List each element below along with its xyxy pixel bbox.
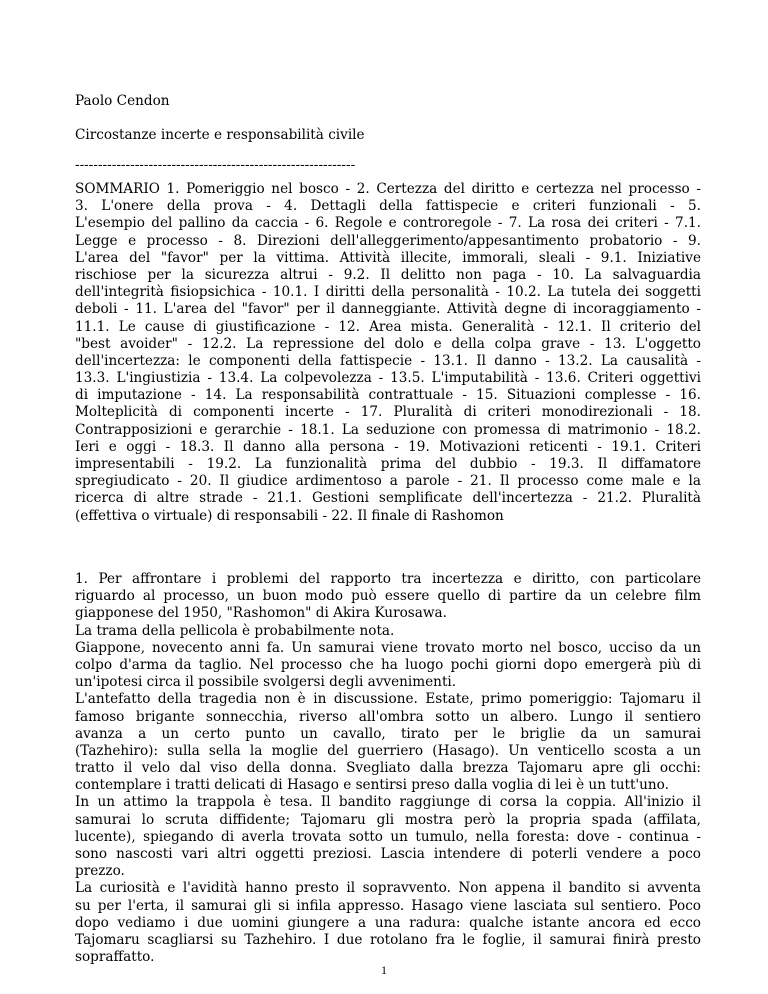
- body-line: samurai lo scruta diffidente; Tajomaru gli mostra però la propria spada (affilata,: [75, 811, 701, 828]
- body-line: colpo d'arma da taglio. Nel processo che ha luogo pochi giorni dopo emergerà più di: [75, 656, 701, 673]
- summary-line: (effettiva o virtuale) di responsabili - 22. Il finale di Rashomon: [75, 507, 504, 524]
- summary-line: 11.1. Le cause di giustificazione - 12. Area mista. Generalità - 12.1. Il criterio del: [75, 318, 701, 335]
- body-line: Tajomaru scagliarsi su Tazhehiro. I due rotolano fra le foglie, il samurai finirà presto: [75, 931, 701, 948]
- author-name: Paolo Cendon: [75, 93, 170, 109]
- summary-line: dell'integrità fisiopsichica - 10.1. I diritti della personalità - 10.2. La tutela dei soggetti: [75, 284, 701, 301]
- summary-line: impresentabili - 19.2. La funzionalità prima del dubbio - 19.3. Il diffamatore: [75, 456, 701, 472]
- body-line: La curiosità e l'avidità hanno presto il sopravvento. Non appena il bandito si avventa: [75, 880, 701, 897]
- document-title: Circostanze incerte e responsabilità civile: [75, 127, 365, 143]
- body-line: L'antefatto della tragedia non è in discussione. Estate, primo pomeriggio: Tajomaru il: [75, 691, 701, 708]
- body-line: (Tazhehiro): sulla sella la moglie del guerriero (Hasago). Un venticello scosta a un: [75, 742, 701, 759]
- body-line: sopraffatto.: [75, 949, 155, 966]
- summary-line: Contrapposizioni e gerarchie - 18.1. La seduzione con promessa di matrimonio - 18.2.: [75, 421, 701, 438]
- summary-line: rischiose per la sicurezza altrui - 9.2. Il delitto non paga - 10. La salvaguardia: [75, 266, 701, 283]
- body-line: lucente), spiegando di averla trovata sotto un tumulo, nella foresta: dove - continua -: [75, 828, 701, 845]
- summary-line: ricerca di altre strade - 21.1. Gestioni semplificate dell'incertezza - 21.2. Pluralità: [75, 490, 701, 507]
- body-line: un'ipotesi circa il possibile svolgersi degli avvenimenti.: [75, 674, 457, 691]
- summary-line: 3. L'onere della prova - 4. Dettagli della fattispecie e criteri funzionali - 5.: [75, 198, 701, 215]
- summary-line: 13.3. L'ingiustizia - 13.4. La colpevolezza - 13.5. L'imputabilità - 13.6. Criteri oggettivi: [75, 370, 701, 387]
- summary-line: dell'incertezza: le componenti della fattispecie - 13.1. Il danno - 13.2. La causalità -: [75, 352, 701, 369]
- body-text-block: [75, 571, 701, 966]
- summary-block: [75, 181, 701, 525]
- body-line: Giappone, novecento anni fa. Un samurai viene trovato morto nel bosco, ucciso da un: [75, 639, 701, 656]
- summary-line: L'area del "favor" per la vittima. Attività illecite, immorali, sleali - 9.1. Iniziative: [75, 249, 701, 266]
- body-line: 1. Per affrontare i problemi del rapporto tra incertezza e diritto, con particolare: [75, 571, 701, 587]
- summary-line: Legge e processo - 8. Direzioni dell'alleggerimento/appesantimento probatorio - 9.: [75, 232, 701, 249]
- summary-line: spregiudicato - 20. Il giudice ardimentoso a parole - 21. Il processo come male e la: [75, 473, 701, 490]
- separator-line: -------------------------------------------------------------: [75, 157, 356, 173]
- page-number: 1: [381, 963, 387, 977]
- summary-line: SOMMARIO 1. Pomeriggio nel bosco - 2. Certezza del diritto e certezza nel processo -: [75, 181, 701, 197]
- summary-line: L'esempio del pallino da caccia - 6. Regole e controregole - 7. La rosa dei criteri - 7.1.: [75, 215, 701, 232]
- summary-line: Molteplicità di componenti incerte - 17. Pluralità di criteri monodirezionali - 18.: [75, 404, 701, 421]
- body-line: riguardo al processo, un buon modo può essere quello di partire da un celebre film: [75, 588, 701, 605]
- body-line: In un attimo la trappola è tesa. Il bandito raggiunge di corsa la coppia. All'inizio il: [75, 794, 701, 811]
- body-line: tratto il velo dal viso della donna. Svegliato dalla brezza Tajomaru apre gli occhi:: [75, 760, 701, 777]
- summary-line: di imputazione - 14. La responsabilità contrattuale - 15. Situazioni complesse - 16.: [75, 387, 701, 404]
- body-line: dopo vediamo i due uomini giungere a una radura: qualche istante ancora ed ecco: [75, 914, 701, 931]
- summary-line: Ieri e oggi - 18.3. Il danno alla persona - 19. Motivazioni reticenti - 19.1. Criteri: [75, 438, 701, 455]
- body-line: contemplare i tratti delicati di Hasago e sentirsi preso dalla voglia di lei è un tutt'uno.: [75, 777, 669, 794]
- summary-line: "best avoider" - 12.2. La repressione del dolo e della colpa grave - 13. L'oggetto: [75, 335, 701, 352]
- body-line: prezzo.: [75, 863, 125, 880]
- body-line: avanza a un certo punto un cavallo, tirato per le briglie da un samurai: [75, 725, 701, 742]
- body-line: sono nascosti vari altri oggetti preziosi. Lascia intendere di poterli vendere a poco: [75, 846, 701, 862]
- body-line: famoso brigante sonnecchia, riverso all'ombra sotto un albero. Lungo il sentiero: [75, 708, 701, 725]
- summary-line: deboli - 11. L'area del "favor" per il danneggiante. Attività degne di incoraggiamento -: [75, 301, 701, 318]
- body-line: su per l'erta, il samurai gli si infila appresso. Hasago viene lasciata sul sentiero. Poco: [75, 897, 701, 914]
- body-line: La trama della pellicola è probabilmente nota.: [75, 622, 395, 639]
- body-line: giapponese del 1950, "Rashomon" di Akira Kurosawa.: [75, 605, 447, 622]
